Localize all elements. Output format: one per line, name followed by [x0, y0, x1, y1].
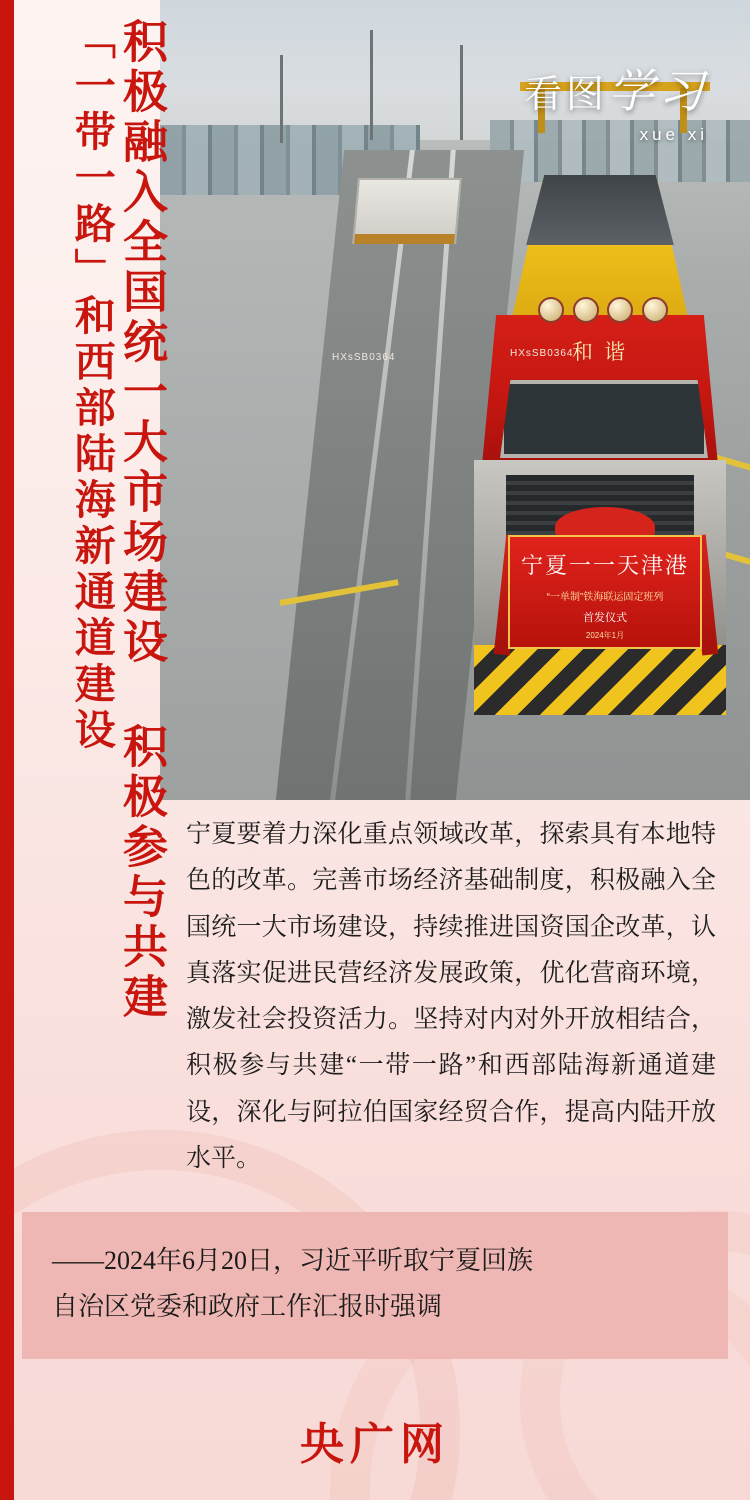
attribution-line-2: 自治区党委和政府工作汇报时强调: [52, 1291, 443, 1321]
brand-text-script: 学习: [608, 66, 708, 117]
locomotive-badge: 和 谐: [571, 340, 629, 364]
title-line-2: 「一带一路」和西部陆海新通道建设: [68, 18, 115, 754]
attribution-box: [22, 1212, 728, 1359]
banner-event: 首发仪式: [583, 612, 627, 624]
hero-photo: [160, 0, 750, 800]
attribution-line-1: ——2024年6月20日，习近平听取宁夏回族: [52, 1246, 534, 1275]
brand-text-cn: 看图: [523, 74, 608, 116]
loco-number-right: HXsSB0364: [510, 348, 574, 359]
brand-pinyin: xue xi: [639, 125, 708, 144]
banner-subline: “一单制”铁海联运固定班列: [546, 592, 664, 603]
left-accent-stripe: [0, 0, 14, 1500]
banner-headline: 宁夏一一天津港: [520, 553, 689, 578]
program-brand: [524, 55, 708, 145]
ceremony-banner: [508, 535, 702, 649]
publisher-logo: 央广网: [300, 1420, 450, 1469]
poster-title: [14, 18, 164, 1138]
photo-locomotive: [460, 175, 740, 775]
loco-number-left: HXsSB0364: [332, 352, 396, 363]
photo-pylon: [280, 55, 283, 143]
article-body: 宁夏要着力深化重点领域改革，探索具有本地特色的改革。完善市场经济基础制度，积极融入全国统一大市场建设，持续推进国资国企改革，认真落实促进民营经济发展政策，优化营商环境，激发社会投资活力。坚持对内对外开放相结合，积极参与共建“一带一路”和西部陆海新通道建设，深化与阿拉伯国家经贸合作，提高内陆开放水平。: [186, 821, 716, 1172]
photo-boxcar: [352, 178, 462, 244]
photo-pylon: [370, 30, 373, 140]
banner-date: 2024年1月: [585, 631, 625, 640]
photo-pylon: [460, 45, 463, 140]
title-line-1: 积极融入全国统一大市场建设 积极参与共建: [116, 18, 166, 1023]
